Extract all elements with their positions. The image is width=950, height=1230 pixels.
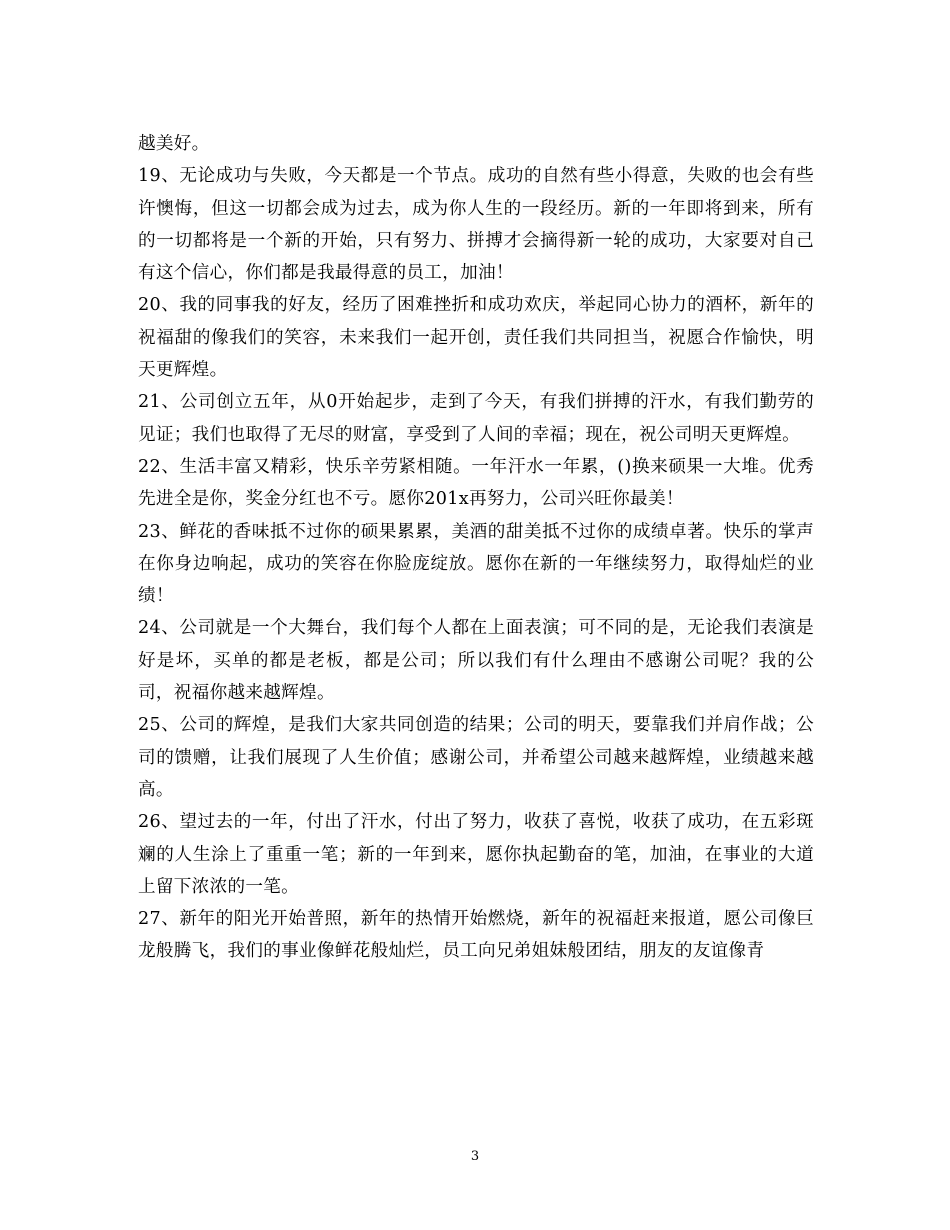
paragraph-continuation: 越美好。	[138, 134, 210, 154]
paragraph-25: 25、公司的辉煌，是我们大家共同创造的结果；公司的明天，要靠我们并肩作战；公司的馈赠，让我们展现了人生价值；感谢公司，并希望公司越来越辉煌，业绩越来越高。	[138, 715, 814, 800]
paragraph-19: 19、无论成功与失败，今天都是一个节点。成功的自然有些小得意，失败的也会有些许懊悔，但这一切都会成为过去，成为你人生的一段经历。新的一年即将到来，所有的一切都将是一个新的开始，只有努力、拼搏才会摘得新一轮的成功，大家要对自己有这个信心，你们都是我最得意的员工，加油！	[138, 166, 814, 284]
paragraph-22: 22、生活丰富又精彩，快乐辛劳紧相随。一年汗水一年累，()换来硕果一大堆。优秀先进全是你，奖金分红也不亏。愿你201x再努力，公司兴旺你最美！	[138, 456, 814, 510]
paragraph-26: 26、望过去的一年，付出了汗水，付出了努力，收获了喜悦，收获了成功，在五彩斑斓的人生涂上了重重一笔；新的一年到来，愿你执起勤奋的笔，加油，在事业的大道上留下浓浓的一笔。	[138, 812, 814, 897]
body-text	[138, 128, 814, 968]
paragraph-24: 24、公司就是一个大舞台，我们每个人都在上面表演；可不同的是，无论我们表演是好是坏，买单的都是老板，都是公司；所以我们有什么理由不感谢公司呢？我的公司，祝福你越来越辉煌。	[138, 618, 814, 704]
paragraph-20: 20、我的同事我的好友，经历了困难挫折和成功欢庆，举起同心协力的酒杯，新年的祝福甜的像我们的笑容，未来我们一起开创，责任我们共同担当，祝愿合作愉快，明天更辉煌。	[138, 295, 814, 381]
paragraph-21: 21、公司创立五年，从0开始起步，走到了今天，有我们拼搏的汗水，有我们勤劳的见证；我们也取得了无尽的财富，享受到了人间的幸福；现在，祝公司明天更辉煌。	[138, 392, 814, 445]
paragraph-27: 27、新年的阳光开始普照，新年的热情开始燃烧，新年的祝福赶来报道，愿公司像巨龙般腾飞，我们的事业像鲜花般灿烂，员工向兄弟姐妹般团结，朋友的友谊像青	[138, 909, 814, 962]
page-number: 3	[470, 1149, 480, 1164]
paragraph-23: 23、鲜花的香味抵不过你的硕果累累，美酒的甜美抵不过你的成绩卓著。快乐的掌声在你身边响起，成功的笑容在你脸庞绽放。愿你在新的一年继续努力，取得灿烂的业绩！	[138, 521, 814, 607]
